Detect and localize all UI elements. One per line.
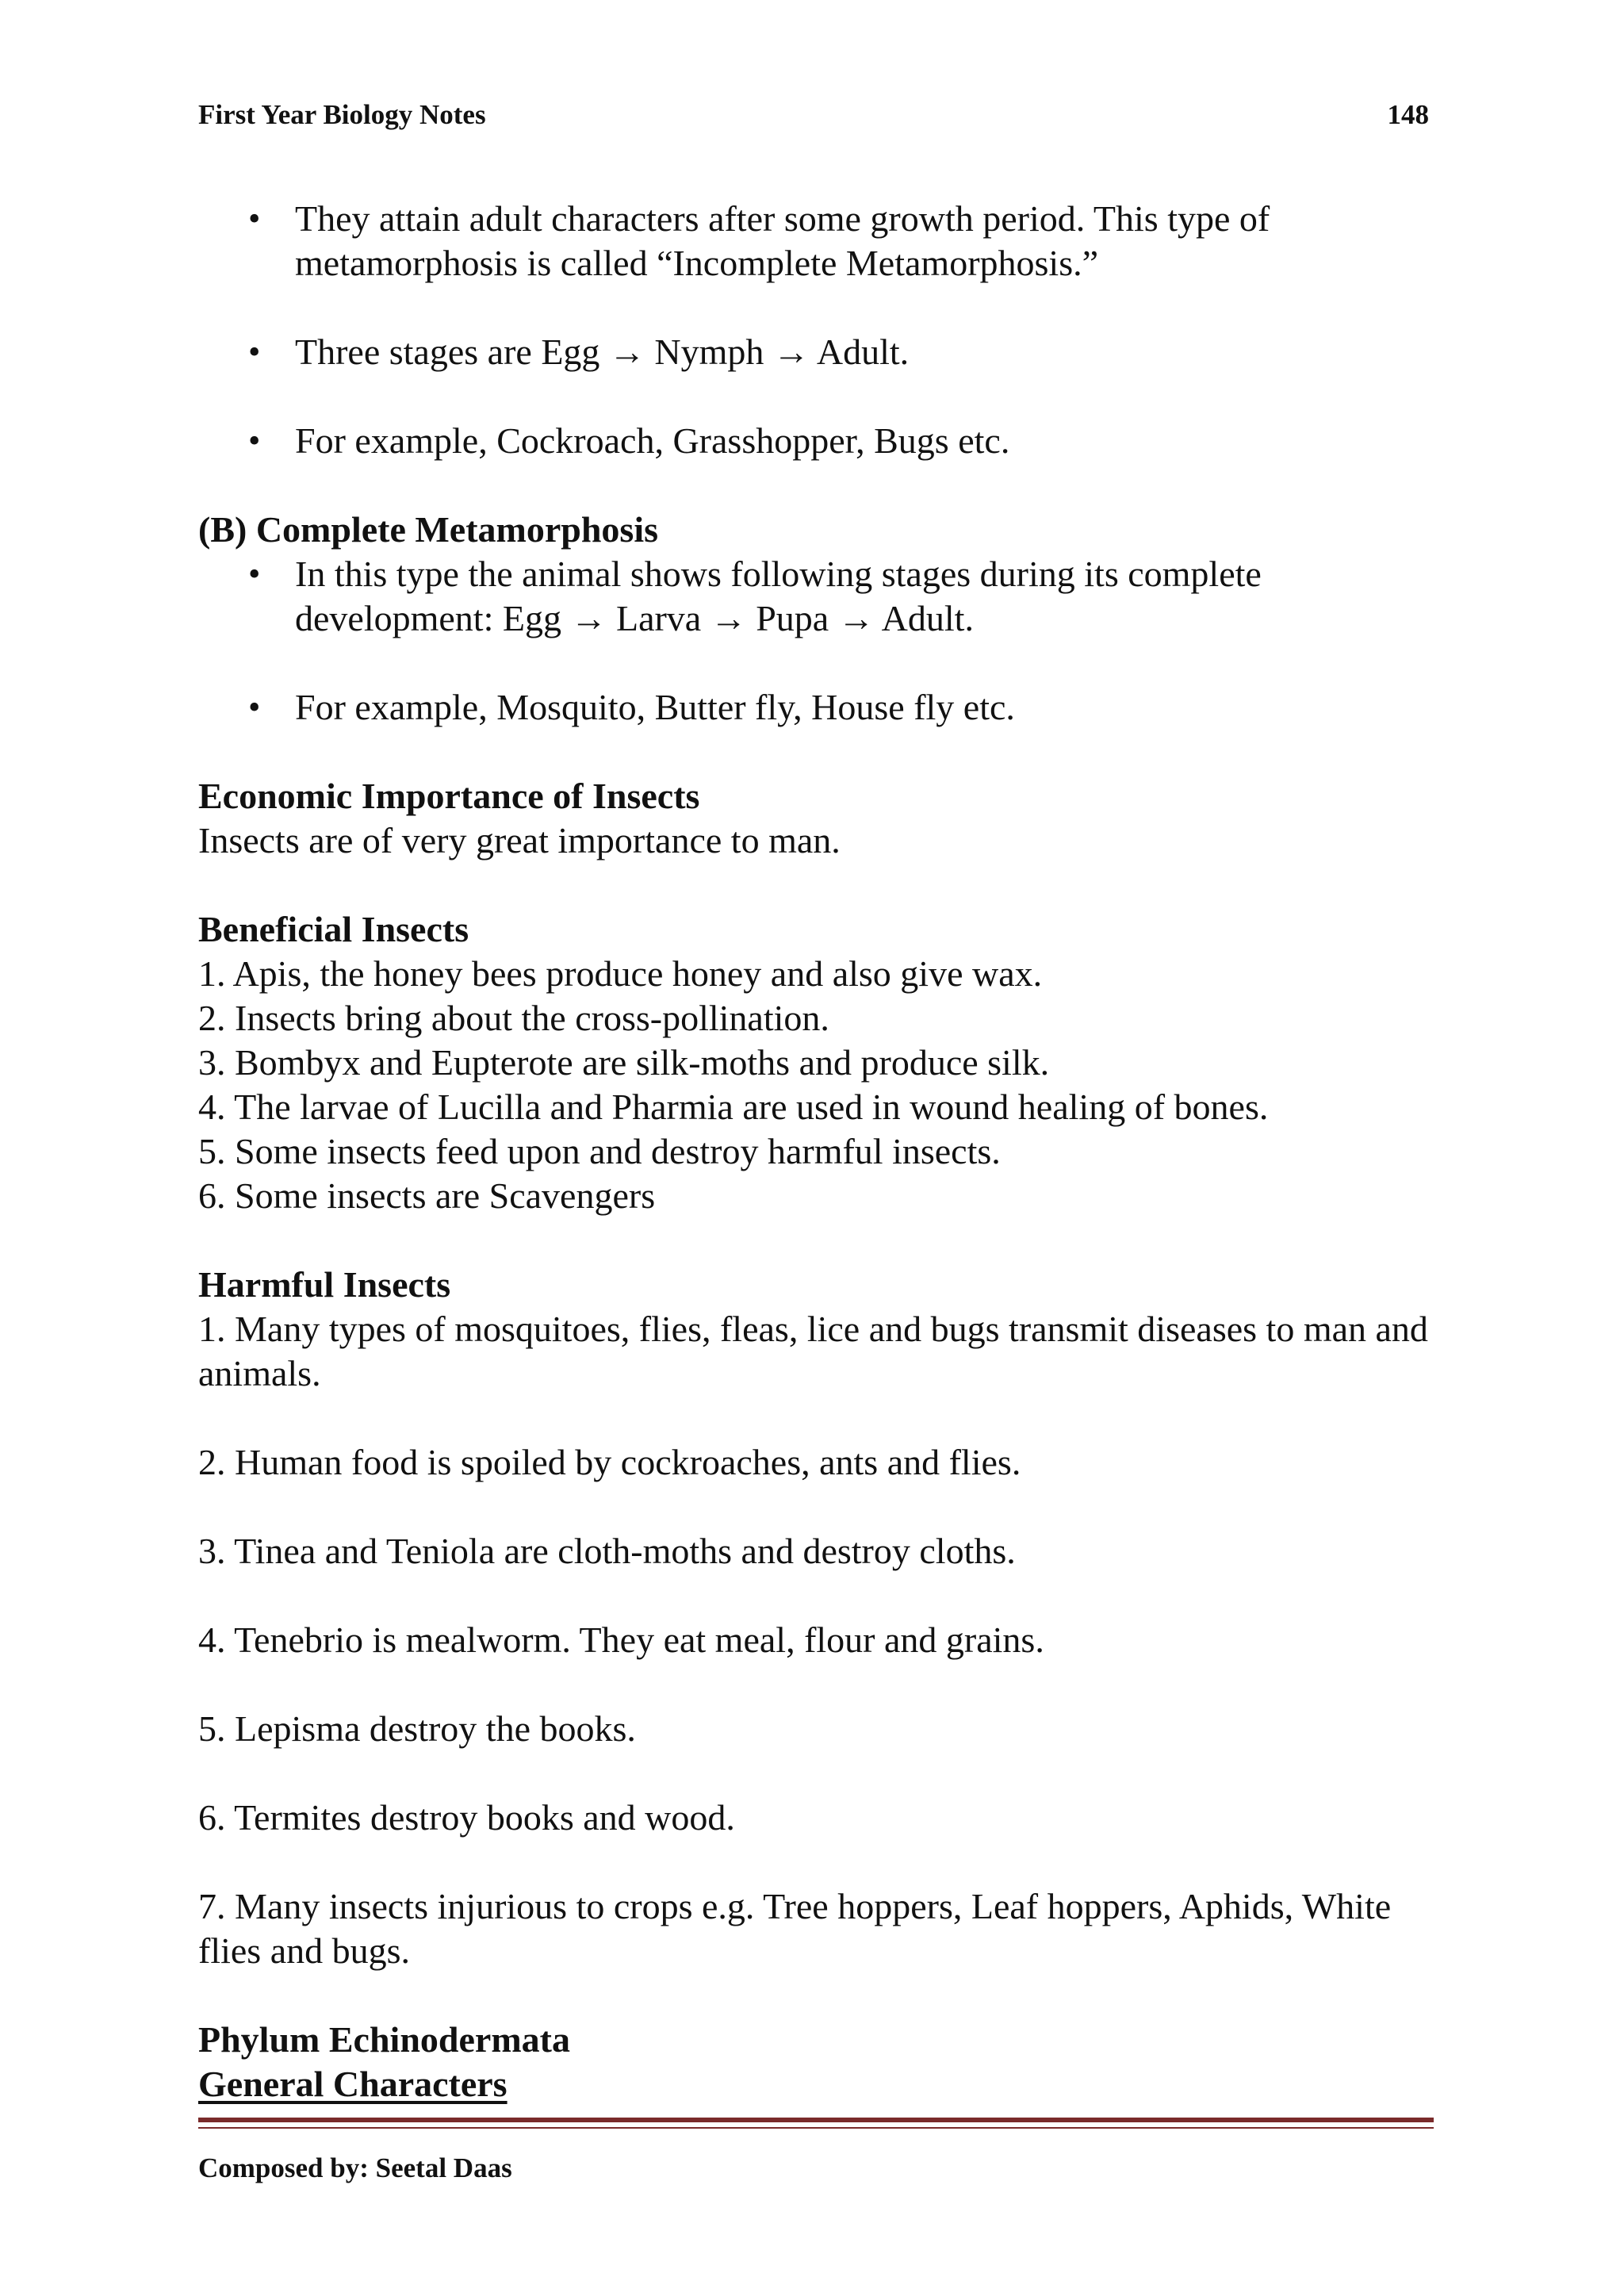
list-item: 7. Many insects injurious to crops e.g. Tree hoppers, Leaf hoppers, Aphids, White flies and bugs. xyxy=(198,1886,1392,1971)
list-item: • They attain adult characters after some growth period. This type of metamorphosis is called “Incomplete Metamorphosis.” xyxy=(198,197,1435,286)
list-item: 1. Many types of mosquitoes, flies, fleas, lice and bugs transmit diseases to man and animals. xyxy=(198,1309,1428,1393)
list-item: 6. Termites destroy books and wood. xyxy=(198,1797,735,1838)
page-header xyxy=(198,98,1429,132)
page-number: 148 xyxy=(1387,99,1429,130)
beneficial-insects-heading: Beneficial Insects xyxy=(198,909,469,949)
list-item: 3. Tinea and Teniola are cloth-moths and destroy cloths. xyxy=(198,1531,1016,1571)
document-title: First Year Biology Notes xyxy=(198,99,486,130)
list-item: 2. Human food is spoiled by cockroaches, ants and flies. xyxy=(198,1442,1021,1482)
harmful-insects-heading: Harmful Insects xyxy=(198,1264,451,1305)
footer-divider-thin xyxy=(198,2127,1434,2129)
phylum-heading: Phylum Echinodermata xyxy=(198,2019,570,2060)
list-item: 5. Some insects feed upon and destroy harmful insects. xyxy=(198,1131,1001,1171)
list-item: 6. Some insects are Scavengers xyxy=(198,1175,656,1216)
page-content xyxy=(198,197,1435,2106)
list-item: 1. Apis, the honey bees produce honey and also give wax. xyxy=(198,953,1043,994)
list-item: 5. Lepisma destroy the books. xyxy=(198,1708,636,1749)
beneficial-insects-list xyxy=(198,952,1435,1218)
list-item: • In this type the animal shows following stages during its complete development: Egg → Larva → Pupa → Adult. xyxy=(198,552,1435,641)
general-characters-heading: General Characters xyxy=(198,2064,508,2104)
complete-metamorphosis-list xyxy=(198,552,1435,730)
list-item: 4. Tenebrio is mealworm. They eat meal, flour and grains. xyxy=(198,1619,1044,1660)
list-item: 3. Bombyx and Eupterote are silk-moths and produce silk. xyxy=(198,1042,1050,1083)
list-item: 2. Insects bring about the cross-pollination. xyxy=(198,998,829,1038)
complete-metamorphosis-heading: (B) Complete Metamorphosis xyxy=(198,509,659,550)
economic-importance-heading: Economic Importance of Insects xyxy=(198,776,700,816)
harmful-insects-list xyxy=(198,1307,1435,1973)
list-item: 4. The larvae of Lucilla and Pharmia are used in wound healing of bones. xyxy=(198,1087,1269,1127)
list-item: • For example, Mosquito, Butter fly, House fly etc. xyxy=(198,685,1435,730)
list-item: • For example, Cockroach, Grasshopper, Bugs etc. xyxy=(198,419,1435,463)
page-footer: Composed by: Seetal Daas xyxy=(198,2152,512,2183)
incomplete-metamorphosis-list xyxy=(198,197,1435,463)
footer-divider xyxy=(198,2118,1434,2122)
list-item: • Three stages are Egg → Nymph → Adult. xyxy=(198,330,1435,374)
economic-importance-text: Insects are of very great importance to man. xyxy=(198,820,841,861)
